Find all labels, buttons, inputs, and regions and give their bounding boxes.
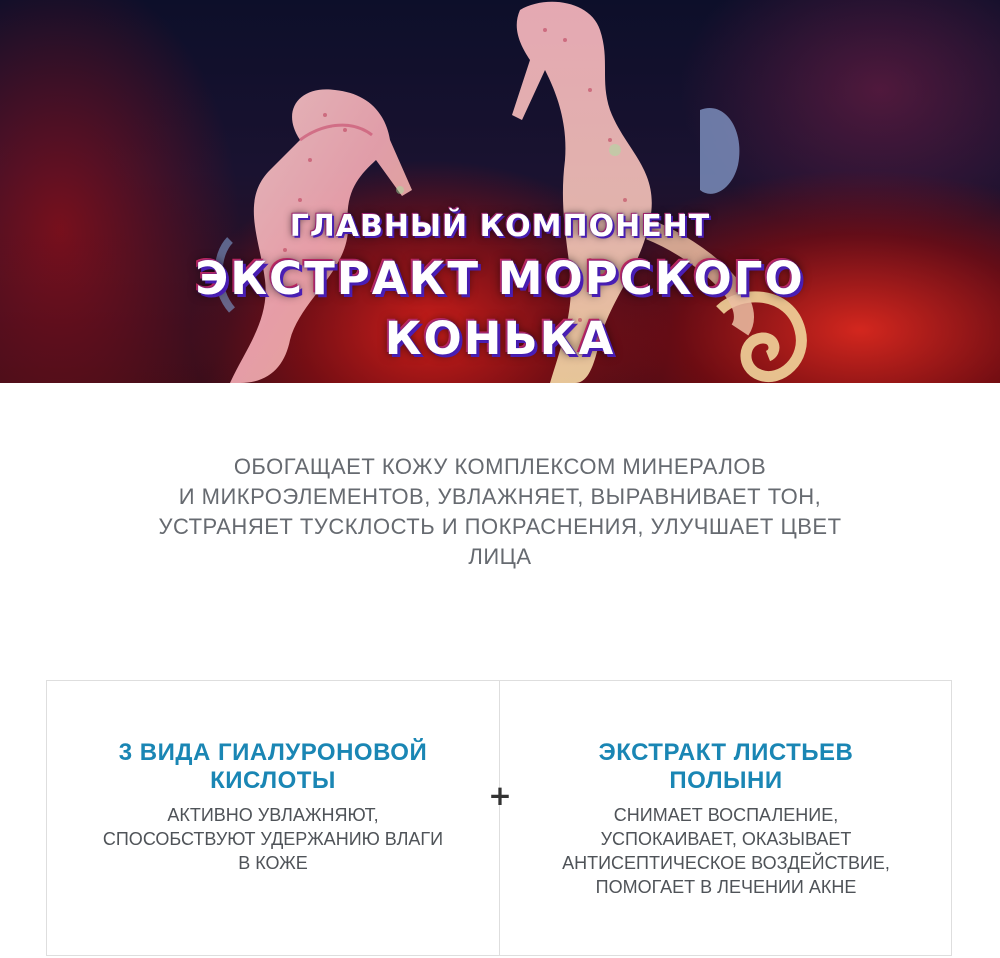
component-title <box>500 739 952 795</box>
component-desc-line: В КОЖЕ <box>238 853 308 873</box>
component-desc-line: СПОСОБСТВУЮТ УДЕРЖАНИЮ ВЛАГИ <box>102 829 444 849</box>
plus-icon: + <box>488 779 512 812</box>
intro-description <box>100 452 900 572</box>
component-desc-line: АКТИВНО УВЛАЖНЯЮТ, <box>167 805 379 825</box>
component-title-line: ЭКСТРАКТ ЛИСТЬЕВ <box>598 739 854 766</box>
component-desc-line: УСПОКАИВАЕТ, ОКАЗЫВАЕТ <box>600 829 852 849</box>
component-wormwood <box>500 681 952 955</box>
intro-line: УСТРАНЯЕТ ТУСКЛОСТЬ И ПОКРАСНЕНИЯ, УЛУЧШАЕТ ЦВЕТ <box>158 514 842 539</box>
hero-banner <box>0 0 1000 383</box>
component-desc-line: СНИМАЕТ ВОСПАЛЕНИЕ, <box>613 805 839 825</box>
component-hyaluronic <box>47 681 499 955</box>
intro-line: И МИКРОЭЛЕМЕНТОВ, УВЛАЖНЯЕТ, ВЫРАВНИВАЕТ ТОН, <box>178 484 822 509</box>
intro-line: ЛИЦА <box>468 544 532 569</box>
component-desc-line: АНТИСЕПТИЧЕСКОЕ ВОЗДЕЙСТВИЕ, <box>562 853 890 873</box>
component-title-line: ПОЛЫНИ <box>669 767 783 794</box>
hero-kicker: ГЛАВНЫЙ КОМПОНЕНТ <box>289 209 711 244</box>
hero-heading <box>0 205 1000 369</box>
component-description <box>47 803 499 875</box>
hero-title-line1: ЭКСТРАКТ МОРСКОГО <box>195 252 805 305</box>
component-title <box>47 739 499 795</box>
component-title-line: 3 ВИДА ГИАЛУРОНОВОЙ <box>118 739 428 766</box>
component-title-line: КИСЛОТЫ <box>210 767 336 794</box>
hero-title-line2: КОНЬКА <box>384 312 616 365</box>
intro-line: ОБОГАЩАЕТ КОЖУ КОМПЛЕКСОМ МИНЕРАЛОВ <box>233 454 767 479</box>
component-description <box>500 803 952 899</box>
components-box <box>46 680 952 956</box>
component-desc-line: ПОМОГАЕТ В ЛЕЧЕНИИ АКНЕ <box>595 877 857 897</box>
